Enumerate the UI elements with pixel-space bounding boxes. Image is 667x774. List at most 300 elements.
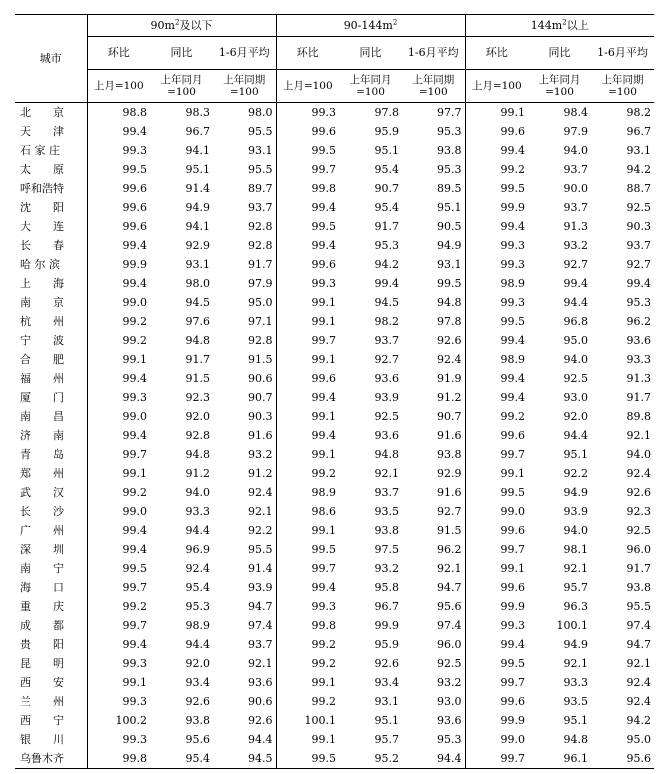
value-cell: 95.1 (185, 163, 210, 176)
value-cell: 92.4 (626, 695, 651, 708)
city-cell: 福 州 (15, 369, 87, 388)
value-cell: 92.5 (374, 410, 399, 423)
table-row (15, 730, 654, 749)
value-cell: 99.4 (626, 277, 651, 290)
value-cell: 92.1 (626, 429, 651, 442)
value-cell: 96.0 (626, 543, 651, 556)
value-cell: 90.3 (626, 220, 651, 233)
group-superscript: 2 (392, 17, 398, 26)
table-row (15, 179, 654, 198)
base-header: 上年同期=100 (402, 70, 465, 103)
table-row (15, 521, 654, 540)
value-cell: 96.2 (626, 315, 651, 328)
value-cell: 94.5 (374, 296, 399, 309)
value-cell: 95.5 (248, 543, 273, 556)
value-cell: 91.4 (248, 562, 273, 575)
value-cell: 99.4 (276, 388, 339, 407)
value-cell: 99.9 (465, 711, 528, 730)
value-cell: 94.8 (185, 448, 210, 461)
value-cell: 92.0 (185, 657, 210, 670)
value-cell: 94.2 (626, 163, 651, 176)
city-cell: 沈 阳 (15, 198, 87, 217)
value-cell: 99.4 (563, 277, 588, 290)
city-cell: 昆 明 (15, 654, 87, 673)
value-cell: 99.7 (465, 540, 528, 559)
value-cell: 92.3 (185, 391, 210, 404)
city-cell: 杭 州 (15, 312, 87, 331)
value-cell: 99.5 (87, 160, 150, 179)
value-cell: 95.1 (374, 144, 399, 157)
table-row (15, 255, 654, 274)
sub-header: 同比 (528, 37, 591, 70)
value-cell: 94.5 (185, 296, 210, 309)
value-cell: 95.3 (185, 600, 210, 613)
value-cell: 99.4 (87, 122, 150, 141)
value-cell: 92.8 (248, 239, 273, 252)
value-cell: 91.4 (185, 182, 210, 195)
value-cell: 99.4 (374, 277, 399, 290)
table-row (15, 236, 654, 255)
value-cell: 99.4 (465, 331, 528, 350)
value-cell: 98.4 (563, 106, 588, 119)
value-cell: 95.1 (374, 714, 399, 727)
value-cell: 93.4 (374, 676, 399, 689)
base-header: 上年同月=100 (528, 70, 591, 103)
value-cell: 99.6 (276, 255, 339, 274)
value-cell: 91.7 (248, 258, 273, 271)
value-cell: 91.2 (248, 467, 273, 480)
value-cell: 92.4 (437, 353, 462, 366)
value-cell: 94.8 (437, 296, 462, 309)
city-column-header: 城市 (15, 15, 87, 103)
table-row (15, 312, 654, 331)
base-header: 上年同月=100 (339, 70, 402, 103)
value-cell: 92.5 (563, 372, 588, 385)
value-cell: 99.6 (465, 122, 528, 141)
value-cell: 99.6 (276, 122, 339, 141)
city-cell: 呼和浩特 (15, 179, 87, 198)
value-cell: 93.7 (563, 201, 588, 214)
city-cell: 大 连 (15, 217, 87, 236)
table-row (15, 369, 654, 388)
city-cell: 西 安 (15, 673, 87, 692)
value-cell: 92.7 (374, 353, 399, 366)
value-cell: 98.2 (374, 315, 399, 328)
value-cell: 94.8 (374, 448, 399, 461)
value-cell: 99.4 (87, 521, 150, 540)
value-cell: 92.6 (437, 334, 462, 347)
value-cell: 95.1 (563, 714, 588, 727)
value-cell: 92.0 (185, 410, 210, 423)
value-cell: 95.7 (563, 581, 588, 594)
value-cell: 99.3 (465, 255, 528, 274)
table-row (15, 749, 654, 769)
base-header: 上年同期=100 (213, 70, 276, 103)
value-cell: 93.8 (374, 524, 399, 537)
value-cell: 92.3 (626, 505, 651, 518)
value-cell: 94.1 (185, 144, 210, 157)
value-cell: 95.7 (374, 733, 399, 746)
value-cell: 99.4 (87, 635, 150, 654)
value-cell: 96.9 (185, 543, 210, 556)
value-cell: 92.5 (437, 657, 462, 670)
table-row (15, 426, 654, 445)
group-label: 90m (150, 18, 175, 32)
value-cell: 99.4 (87, 540, 150, 559)
city-cell: 天 津 (15, 122, 87, 141)
value-cell: 93.7 (248, 201, 273, 214)
value-cell: 99.6 (87, 217, 150, 236)
value-cell: 94.0 (185, 486, 210, 499)
city-cell: 兰 州 (15, 692, 87, 711)
value-cell: 91.5 (248, 353, 273, 366)
value-cell: 98.9 (276, 483, 339, 502)
table-row (15, 445, 654, 464)
value-cell: 92.5 (626, 201, 651, 214)
value-cell: 98.2 (626, 106, 651, 119)
city-cell: 西 宁 (15, 711, 87, 730)
table-row (15, 692, 654, 711)
value-cell: 93.6 (374, 372, 399, 385)
table-row (15, 331, 654, 350)
value-cell: 94.9 (563, 486, 588, 499)
value-cell: 93.2 (437, 676, 462, 689)
value-cell: 92.9 (437, 467, 462, 480)
value-cell: 92.6 (185, 695, 210, 708)
value-cell: 95.2 (339, 749, 402, 769)
value-cell: 99.6 (465, 426, 528, 445)
value-cell: 99.2 (276, 464, 339, 483)
value-cell: 99.0 (465, 502, 528, 521)
city-cell: 郑 州 (15, 464, 87, 483)
city-cell: 广 州 (15, 521, 87, 540)
value-cell: 96.7 (374, 600, 399, 613)
value-cell: 99.6 (465, 578, 528, 597)
group-suffix: 及以下 (179, 18, 213, 32)
city-cell: 南 京 (15, 293, 87, 312)
table-header (15, 15, 654, 103)
value-cell: 99.2 (87, 597, 150, 616)
base-header: 上月=100 (465, 70, 528, 103)
value-cell: 99.6 (87, 179, 150, 198)
table-row (15, 483, 654, 502)
value-cell: 99.8 (87, 749, 150, 769)
value-cell: 99.5 (465, 654, 528, 673)
city-cell: 深 圳 (15, 540, 87, 559)
value-cell: 90.6 (248, 695, 273, 708)
value-cell: 99.7 (465, 445, 528, 464)
value-cell: 98.6 (276, 502, 339, 521)
value-cell: 93.5 (563, 695, 588, 708)
value-cell: 94.4 (563, 296, 588, 309)
value-cell: 91.5 (185, 372, 210, 385)
value-cell: 91.7 (185, 353, 210, 366)
value-cell: 95.9 (374, 638, 399, 651)
value-cell: 96.0 (437, 638, 462, 651)
value-cell: 98.9 (465, 350, 528, 369)
value-cell: 99.5 (276, 749, 339, 769)
value-cell: 99.3 (465, 236, 528, 255)
value-cell: 99.9 (465, 198, 528, 217)
value-cell: 93.0 (437, 695, 462, 708)
value-cell: 99.5 (87, 559, 150, 578)
value-cell: 89.7 (248, 182, 273, 195)
table-body (15, 103, 654, 769)
value-cell: 92.6 (626, 486, 651, 499)
value-cell: 94.1 (185, 220, 210, 233)
value-cell: 99.0 (87, 502, 150, 521)
value-cell: 90.7 (437, 410, 462, 423)
value-cell: 95.0 (563, 334, 588, 347)
city-cell: 长 沙 (15, 502, 87, 521)
city-cell: 青 岛 (15, 445, 87, 464)
value-cell: 92.9 (185, 239, 210, 252)
value-cell: 99.2 (276, 635, 339, 654)
base-header: 上年同月=100 (150, 70, 213, 103)
value-cell: 98.0 (185, 277, 210, 290)
value-cell: 95.5 (248, 125, 273, 138)
value-cell: 94.0 (626, 448, 651, 461)
value-cell: 100.2 (87, 711, 150, 730)
value-cell: 99.4 (87, 369, 150, 388)
value-cell: 92.1 (248, 657, 273, 670)
value-cell: 95.3 (437, 733, 462, 746)
value-cell: 93.7 (563, 163, 588, 176)
table-row (15, 293, 654, 312)
sub-header: 1-6月平均 (591, 37, 654, 70)
value-cell: 95.1 (437, 201, 462, 214)
value-cell: 99.3 (276, 274, 339, 293)
base-header: 上月=100 (87, 70, 150, 103)
city-cell: 乌鲁木齐 (15, 749, 87, 769)
value-cell: 95.0 (248, 296, 273, 309)
value-cell: 92.6 (248, 714, 273, 727)
value-cell: 97.8 (374, 106, 399, 119)
value-cell: 96.3 (563, 600, 588, 613)
city-cell: 武 汉 (15, 483, 87, 502)
value-cell: 95.6 (185, 733, 210, 746)
value-cell: 92.4 (248, 486, 273, 499)
value-cell: 96.7 (626, 125, 651, 138)
value-cell: 99.2 (87, 483, 150, 502)
value-cell: 99.3 (276, 597, 339, 616)
value-cell: 97.7 (437, 106, 462, 119)
value-cell: 97.9 (563, 125, 588, 138)
price-index-table-container (15, 14, 654, 769)
value-cell: 99.4 (276, 236, 339, 255)
value-cell: 99.2 (87, 312, 150, 331)
value-cell: 93.7 (374, 486, 399, 499)
value-cell: 94.5 (213, 749, 276, 769)
value-cell: 99.0 (465, 730, 528, 749)
value-cell: 92.0 (563, 410, 588, 423)
value-cell: 93.1 (185, 258, 210, 271)
group-header (465, 15, 654, 37)
value-cell: 99.9 (87, 255, 150, 274)
value-cell: 93.6 (248, 676, 273, 689)
value-cell: 94.2 (374, 258, 399, 271)
table-row (15, 673, 654, 692)
value-cell: 99.0 (87, 407, 150, 426)
value-cell: 92.2 (248, 524, 273, 537)
value-cell: 99.5 (276, 141, 339, 160)
value-cell: 99.7 (276, 160, 339, 179)
value-cell: 96.1 (528, 749, 591, 769)
value-cell: 95.4 (185, 581, 210, 594)
city-cell: 厦 门 (15, 388, 87, 407)
value-cell: 99.1 (276, 293, 339, 312)
city-cell: 上 海 (15, 274, 87, 293)
value-cell: 93.1 (248, 144, 273, 157)
value-cell: 92.1 (374, 467, 399, 480)
value-cell: 92.7 (563, 258, 588, 271)
table-row (15, 711, 654, 730)
value-cell: 99.4 (87, 426, 150, 445)
table-row (15, 616, 654, 635)
value-cell: 93.1 (626, 144, 651, 157)
city-cell: 南 宁 (15, 559, 87, 578)
value-cell: 99.4 (465, 141, 528, 160)
base-header: 上年同期=100 (591, 70, 654, 103)
value-cell: 91.7 (626, 391, 651, 404)
value-cell: 92.4 (185, 562, 210, 575)
value-cell: 93.8 (185, 714, 210, 727)
value-cell: 99.6 (465, 521, 528, 540)
value-cell: 99.3 (87, 692, 150, 711)
sub-header: 1-6月平均 (402, 37, 465, 70)
value-cell: 94.8 (563, 733, 588, 746)
value-cell: 99.4 (276, 198, 339, 217)
table-row (15, 350, 654, 369)
value-cell: 94.9 (185, 201, 210, 214)
value-cell: 96.7 (185, 125, 210, 138)
table-row (15, 654, 654, 673)
value-cell: 99.2 (87, 331, 150, 350)
city-cell: 宁 波 (15, 331, 87, 350)
value-cell: 99.1 (465, 559, 528, 578)
value-cell: 89.8 (626, 410, 651, 423)
value-cell: 93.7 (374, 334, 399, 347)
table-row (15, 597, 654, 616)
value-cell: 99.2 (276, 692, 339, 711)
value-cell: 99.1 (87, 350, 150, 369)
value-cell: 99.3 (87, 388, 150, 407)
value-cell: 99.9 (465, 597, 528, 616)
value-cell: 95.3 (626, 296, 651, 309)
value-cell: 99.2 (276, 654, 339, 673)
value-cell: 91.9 (437, 372, 462, 385)
value-cell: 99.4 (276, 426, 339, 445)
value-cell: 93.2 (374, 562, 399, 575)
value-cell: 99.7 (465, 749, 528, 769)
group-label: 144m (530, 18, 563, 32)
table-row (15, 217, 654, 236)
value-cell: 95.3 (437, 125, 462, 138)
city-cell: 石 家 庄 (15, 141, 87, 160)
value-cell: 91.2 (437, 391, 462, 404)
value-cell: 95.4 (150, 749, 213, 769)
value-cell: 99.4 (276, 578, 339, 597)
value-cell: 99.1 (465, 464, 528, 483)
value-cell: 92.2 (563, 467, 588, 480)
value-cell: 94.4 (402, 749, 465, 769)
value-cell: 95.6 (437, 600, 462, 613)
value-cell: 99.3 (87, 730, 150, 749)
value-cell: 97.4 (626, 619, 651, 632)
value-cell: 97.9 (248, 277, 273, 290)
value-cell: 91.7 (374, 220, 399, 233)
value-cell: 91.5 (437, 524, 462, 537)
base-header-row (15, 70, 654, 103)
value-cell: 99.4 (465, 635, 528, 654)
value-cell: 93.2 (248, 448, 273, 461)
value-cell: 98.0 (248, 106, 273, 119)
value-cell: 95.6 (591, 749, 654, 769)
value-cell: 89.5 (437, 182, 462, 195)
table-row (15, 160, 654, 179)
value-cell: 91.6 (437, 429, 462, 442)
value-cell: 99.2 (465, 407, 528, 426)
value-cell: 99.2 (465, 160, 528, 179)
city-cell: 合 肥 (15, 350, 87, 369)
base-header: 上月=100 (276, 70, 339, 103)
value-cell: 94.4 (563, 429, 588, 442)
value-cell: 94.0 (563, 524, 588, 537)
value-cell: 94.7 (437, 581, 462, 594)
value-cell: 91.6 (437, 486, 462, 499)
value-cell: 95.9 (374, 125, 399, 138)
value-cell: 95.4 (374, 201, 399, 214)
value-cell: 92.1 (563, 562, 588, 575)
value-cell: 93.9 (563, 505, 588, 518)
value-cell: 94.0 (563, 353, 588, 366)
table-row (15, 407, 654, 426)
value-cell: 93.2 (563, 239, 588, 252)
value-cell: 98.1 (563, 543, 588, 556)
value-cell: 94.2 (626, 714, 651, 727)
value-cell: 99.7 (87, 616, 150, 635)
sub-header: 环比 (276, 37, 339, 70)
value-cell: 93.1 (437, 258, 462, 271)
value-cell: 97.4 (248, 619, 273, 632)
value-cell: 91.6 (248, 429, 273, 442)
value-cell: 90.3 (248, 410, 273, 423)
value-cell: 95.3 (437, 163, 462, 176)
city-cell: 海 口 (15, 578, 87, 597)
value-cell: 98.3 (185, 106, 210, 119)
value-cell: 90.6 (248, 372, 273, 385)
value-cell: 94.7 (626, 638, 651, 651)
value-cell: 91.3 (626, 372, 651, 385)
value-cell: 93.4 (185, 676, 210, 689)
value-cell: 92.7 (437, 505, 462, 518)
value-cell: 95.1 (563, 448, 588, 461)
value-cell: 94.4 (185, 524, 210, 537)
value-cell: 90.7 (374, 182, 399, 195)
value-cell: 94.0 (563, 144, 588, 157)
value-cell: 99.3 (465, 616, 528, 635)
value-cell: 97.4 (437, 619, 462, 632)
value-cell: 99.1 (276, 673, 339, 692)
table-row (15, 141, 654, 160)
value-cell: 99.4 (465, 369, 528, 388)
value-cell: 99.1 (276, 445, 339, 464)
value-cell: 99.6 (87, 198, 150, 217)
table-row (15, 198, 654, 217)
value-cell: 91.2 (185, 467, 210, 480)
value-cell: 91.7 (626, 562, 651, 575)
value-cell: 99.7 (87, 578, 150, 597)
